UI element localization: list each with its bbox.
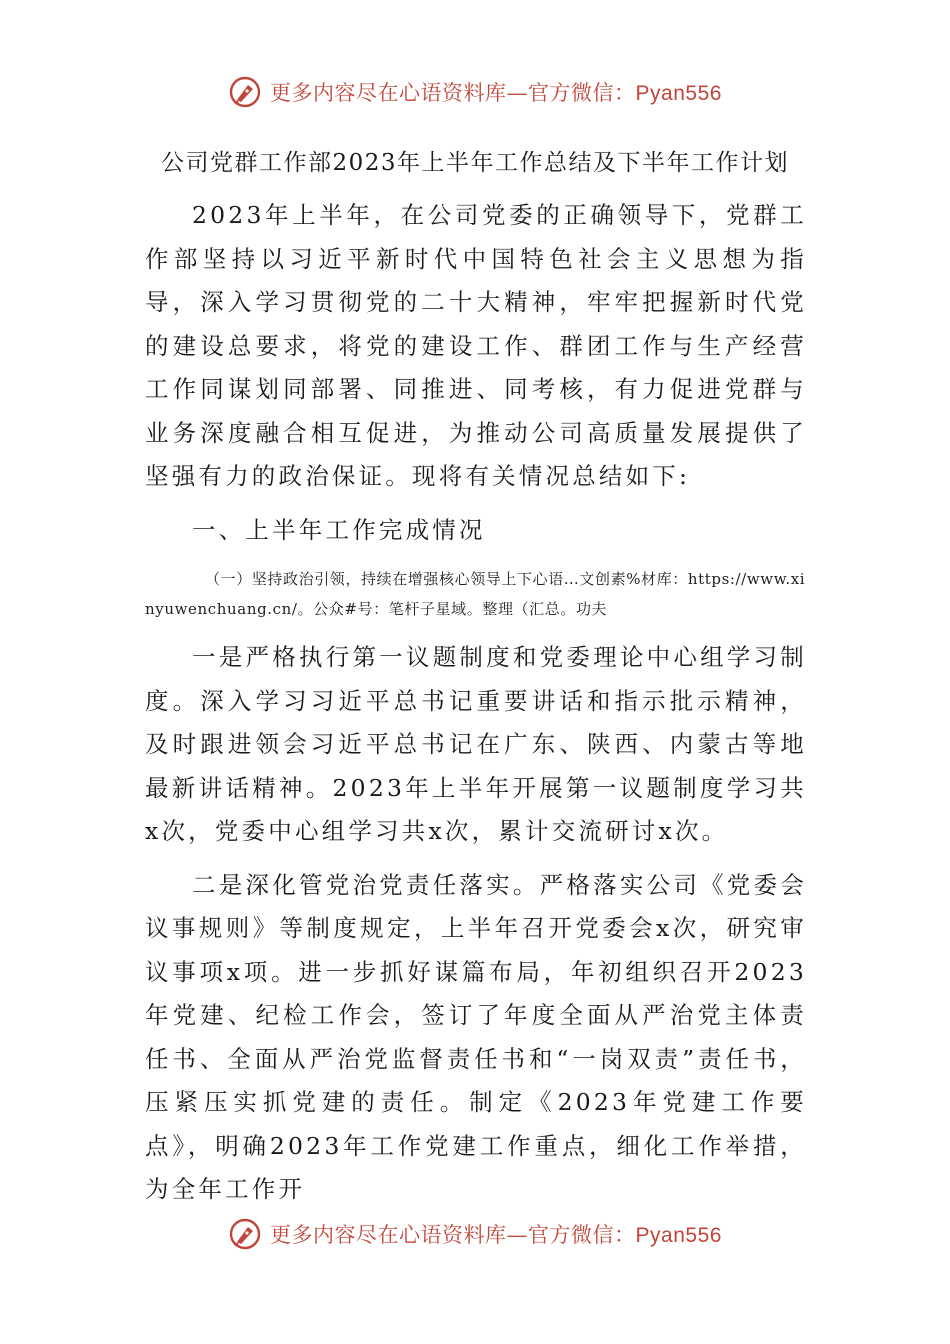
banner-site-text: 更多内容尽在心语资料库 [270, 1223, 507, 1247]
banner-text [270, 77, 722, 107]
header-banner [0, 70, 950, 114]
banner-wechat-label: 官方微信： [528, 1223, 636, 1247]
banner-wechat-handle: Pyan556 [635, 82, 722, 105]
pen-nib-logo-icon [228, 1217, 262, 1251]
banner-wechat-handle: Pyan556 [635, 1224, 722, 1247]
subsection-heading-1: （一）坚持政治引领，持续在增强核心领导上下心语…文创素%材库：https://www.xinyuwenchuang.cn/。公众#号：笔杆子星域。整理（汇总。功夫 [145, 570, 806, 618]
paragraph-2: 二是深化管党治党责任落实。严格落实公司《党委会议事规则》等制度规定，上半年召开党委会x次，研究审议事项x项。进一步抓好谋篇布局，年初组织召开2023年党建、纪检工作会，签订了年度全面从严治党主体责任书、全面从严治党监督责任书和“一岗双责”责任书，压紧压实抓党建的责任。制定《2023年党建工作要点》，明确2023年工作党建工作重点，细化工作举措，为全年工作开 [145, 870, 807, 1203]
pen-nib-logo-icon [228, 75, 262, 109]
document-body [145, 194, 807, 1222]
banner-separator: — [506, 81, 529, 105]
banner-site-text: 更多内容尽在心语资料库 [270, 81, 507, 105]
banner-separator: — [506, 1223, 529, 1247]
banner-wechat-label: 官方微信： [528, 81, 636, 105]
paragraph-1: 一是严格执行第一议题制度和党委理论中心组学习制度。深入学习习近平总书记重要讲话和指示批示精神，及时跟进领会习近平总书记在广东、陕西、内蒙古等地最新讲话精神。2023年上半年开展第一议题制度学习共x次，党委中心组学习共x次，累计交流研讨x次。 [145, 643, 807, 845]
section-heading-1: 一、上半年工作完成情况 [192, 515, 486, 544]
intro-paragraph: 2023年上半年，在公司党委的正确领导下，党群工作部坚持以习近平新时代中国特色社会主义思想为指导，深入学习贯彻党的二十大精神，牢牢把握新时代党的建设总要求，将党的建设工作、群团工作与生产经营工作同谋划同部署、同推进、同考核，有力促进党群与业务深度融合相互促进，为推动公司高质量发展提供了坚强有力的政治保证。现将有关情况总结如下: [145, 201, 807, 490]
banner-text [270, 1219, 722, 1249]
footer-banner [0, 1212, 950, 1256]
document-title: 公司党群工作部2023年上半年工作总结及下半年工作计划 [160, 150, 790, 176]
